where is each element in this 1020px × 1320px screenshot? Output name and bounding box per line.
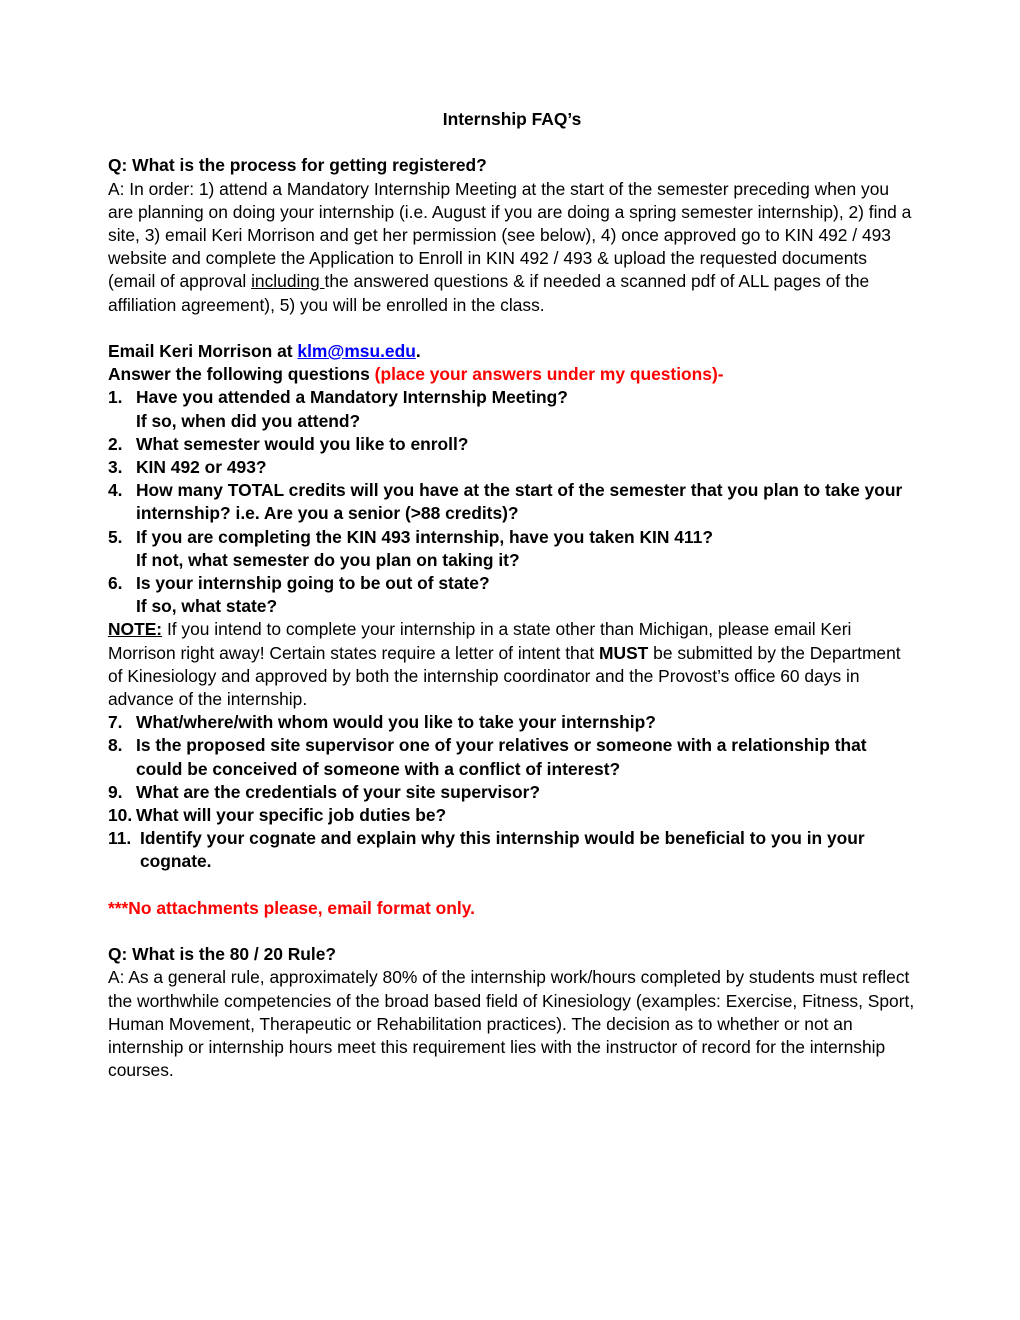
- list-item: [108, 526, 916, 572]
- email-contact-lead: Email Keri Morrison at: [108, 341, 298, 361]
- list-item: [108, 479, 916, 525]
- list-item-text: What will your specific job duties be?: [136, 805, 447, 826]
- list-item-text: Is the proposed site supervisor one of your relatives or someone with a relationship that could be conceived of someone with a conflict of interest?: [136, 735, 867, 779]
- list-item-number: 8.: [108, 735, 123, 756]
- list-item-text: Have you attended a Mandatory Internship Meeting?: [136, 387, 568, 408]
- spacer-before-notice: [108, 874, 916, 897]
- spacer-before-faq2: [108, 920, 916, 943]
- list-item: [108, 572, 916, 618]
- faq-answer-1-part1: A: In order: 1) attend a Mandatory Internship Meeting at the start of the semester preceding when you are planning on doing your internship (i.e. August if you are doing a spring semester internship), 2) find a site, 3) email Keri Morrison and get her permission (see below), 4) once approved go to KIN 492 / 493 website and complete the Application to Enroll in KIN 492 / 493 & upload the requested documents (email of approval: [108, 178, 912, 292]
- list-item-number: 7.: [108, 712, 123, 733]
- list-item-number: 10.: [108, 805, 133, 826]
- list-item-text: Is your internship going to be out of state?: [136, 573, 490, 594]
- answer-instruction-line: [108, 363, 916, 386]
- email-link[interactable]: klm@msu.edu: [297, 341, 416, 361]
- list-item-subtext: If so, what state?: [136, 596, 278, 617]
- list-item-text: How many TOTAL credits will you have at the start of the semester that you plan to take your internship? i.e. Are you a senior (>88 credits)?: [136, 480, 903, 524]
- list-item-number: 2.: [108, 433, 123, 454]
- list-item-text: What/where/with whom would you like to take your internship?: [136, 712, 656, 733]
- document-body: [108, 108, 916, 1082]
- list-item-subtext: If not, what semester do you plan on taking it?: [136, 549, 520, 570]
- list-item: [108, 386, 916, 432]
- email-contact-line: [108, 340, 916, 363]
- faq-answer-1: [108, 178, 916, 317]
- page-title: [108, 108, 916, 131]
- answer-instruction-lead: Answer the following questions: [108, 364, 375, 385]
- page-title-text: Internship FAQ’s: [442, 109, 582, 129]
- questions-list-second: [108, 711, 916, 873]
- list-item: [108, 433, 916, 456]
- list-item: [108, 781, 916, 804]
- list-item-subtext: If so, when did you attend?: [136, 410, 361, 431]
- note-emphasis: MUST: [599, 642, 649, 663]
- faq-answer-2: A: As a general rule, approximately 80% of the internship work/hours completed by students must reflect the worthwhile competencies of the broad based field of Kinesiology (examples: Exercise, Fitness, Sport, Human Movement, Therapeutic or Rehabilitation practices). The decision as to whether or not an internship or internship hours meet this requirement lies with the instructor of record for the internship courses.: [108, 967, 915, 1081]
- spacer-before-email: [108, 317, 916, 340]
- list-item-text: KIN 492 or 493?: [136, 457, 267, 478]
- list-item-number: 5.: [108, 526, 123, 547]
- list-item-number: 9.: [108, 781, 123, 802]
- list-item: [108, 804, 916, 827]
- note-text-part1: If you intend to complete your internship in a state other than Michigan, please email Keri Morrison right away! Certain states require a letter of intent that: [108, 619, 852, 663]
- faq-question-2: Q: What is the 80 / 20 Rule?: [108, 944, 337, 965]
- list-item-number: 1.: [108, 387, 123, 408]
- list-item-text: Identify your cognate and explain why this internship would be beneficial to you in your cognate.: [140, 828, 865, 872]
- list-item-number: 6.: [108, 573, 123, 594]
- note-label: NOTE:: [108, 619, 163, 640]
- list-item-number: 3.: [108, 457, 123, 478]
- list-item: [108, 827, 916, 873]
- note-text-part2: be submitted by the Department of Kinesiology and approved by both the internship coordinator and the Provost’s office 60 days in advance of the internship.: [108, 642, 901, 710]
- faq-question-1: Q: What is the process for getting registered?: [108, 155, 487, 176]
- list-item-number: 11.: [108, 828, 132, 849]
- no-attachments-notice: ***No attachments please, email format only.: [108, 897, 475, 918]
- faq-answer-1-part2: the answered questions & if needed a scanned pdf of ALL pages of the affiliation agreement), 5) you will be enrolled in the class.: [108, 271, 870, 315]
- list-item-text: What semester would you like to enroll?: [136, 433, 469, 454]
- list-item: [108, 711, 916, 734]
- faq-answer-1-underlined: including: [251, 271, 325, 292]
- spacer-after-title: [108, 131, 916, 154]
- email-contact-trailing: .: [415, 341, 421, 361]
- questions-list-first: [108, 386, 916, 618]
- list-item: [108, 456, 916, 479]
- list-item-text: What are the credentials of your site supervisor?: [136, 781, 540, 802]
- list-item-number: 4.: [108, 480, 123, 501]
- answer-instruction-highlight: (place your answers under my questions)-: [374, 364, 724, 385]
- list-item: [108, 734, 916, 780]
- out-of-state-note: [108, 618, 916, 711]
- list-item-text: If you are completing the KIN 493 internship, have you taken KIN 411?: [136, 526, 713, 547]
